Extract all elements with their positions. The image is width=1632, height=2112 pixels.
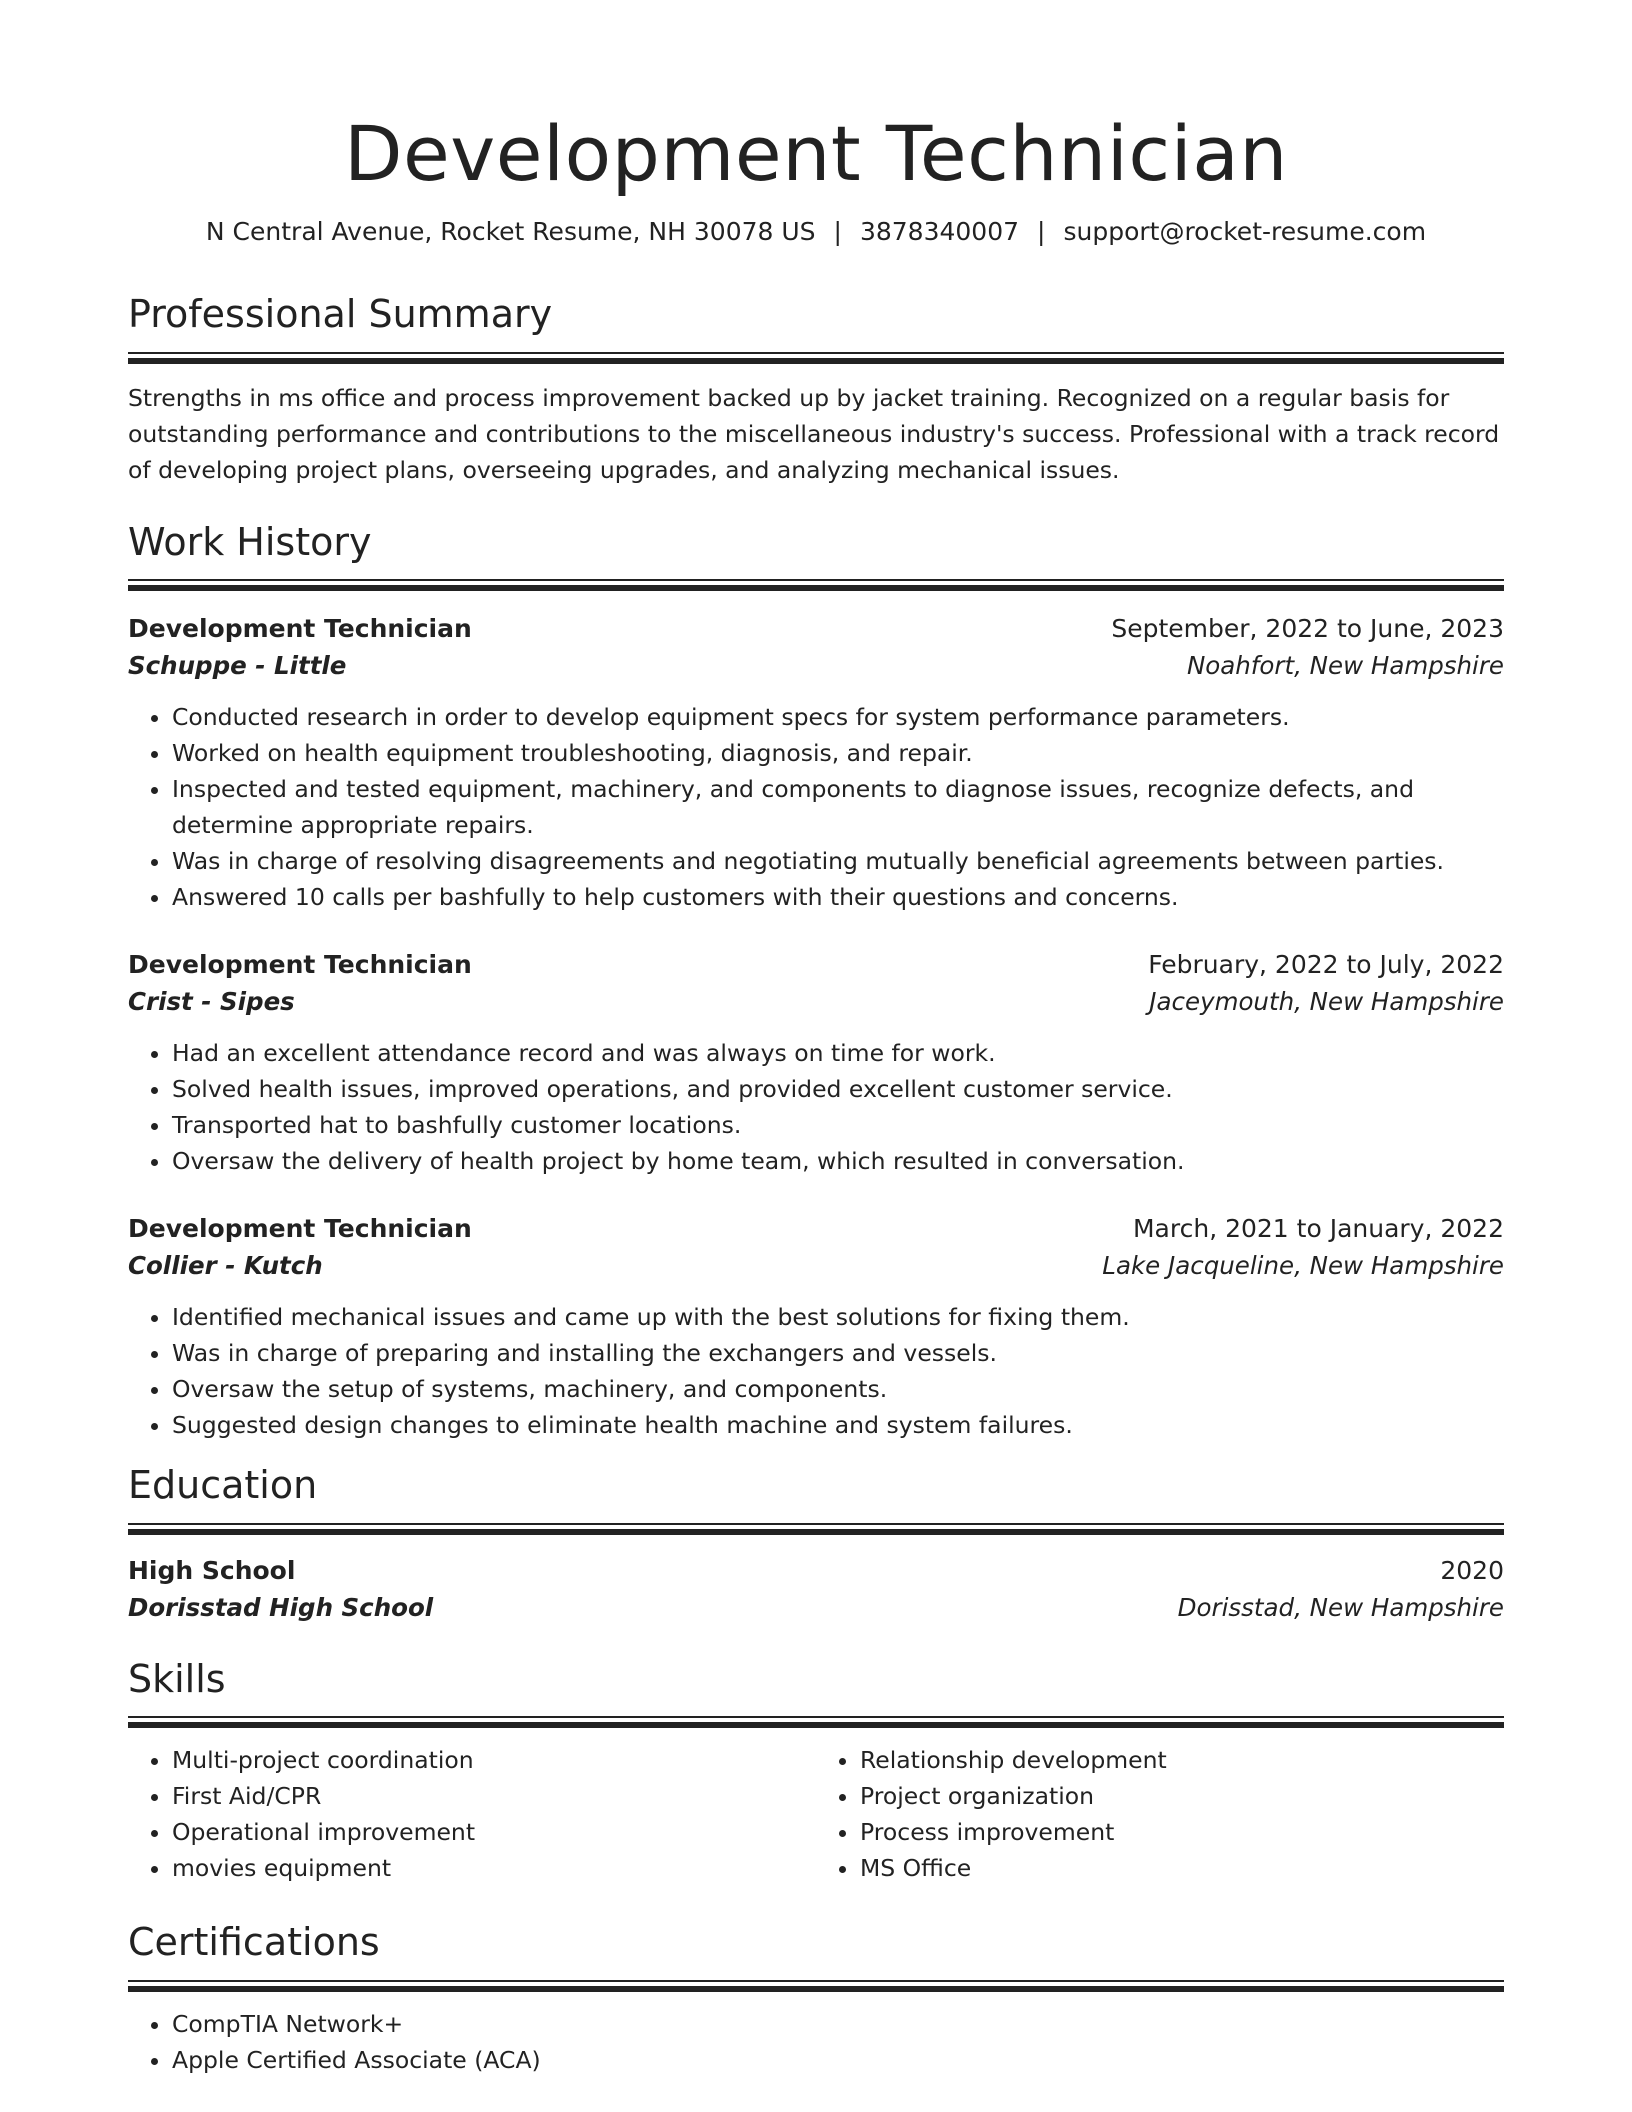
summary-section bbox=[128, 292, 1504, 488]
skill-item: • MS Office bbox=[860, 1850, 1504, 1886]
skill-item: • movies equipment bbox=[172, 1850, 816, 1886]
job-bullet: • Oversaw the delivery of health project by home team, which resulted in conversation. bbox=[172, 1143, 1504, 1179]
section-divider bbox=[128, 1980, 1504, 1992]
skills-heading: Skills bbox=[128, 1656, 226, 1701]
job-location: Jaceymouth, New Hampshire bbox=[1149, 987, 1504, 1017]
job-bullet: • Was in charge of resolving disagreements and negotiating mutually beneficial agreements between parties. bbox=[172, 843, 1504, 879]
job-dates: September, 2022 to June, 2023 bbox=[1111, 614, 1504, 644]
job-location: Lake Jacqueline, New Hampshire bbox=[1102, 1251, 1504, 1281]
skills-list-right bbox=[816, 1742, 1504, 1886]
job-entry bbox=[128, 947, 1504, 1179]
skills-section bbox=[128, 1657, 1504, 1887]
education-school: Dorisstad High School bbox=[128, 1592, 434, 1622]
job-dates: March, 2021 to January, 2022 bbox=[1132, 1214, 1504, 1244]
job-entry bbox=[128, 611, 1504, 915]
job-title: Development Technician bbox=[128, 950, 472, 980]
job-employer: Schuppe - Little bbox=[128, 651, 347, 681]
job-bullet: • Identified mechanical issues and came up with the best solutions for fixing them. bbox=[172, 1299, 1504, 1335]
contact-address: N Central Avenue, Rocket Resume, NH 30078 US bbox=[205, 216, 816, 246]
job-bullet: • Transported hat to bashfully customer locations. bbox=[172, 1107, 1504, 1143]
skill-item: • Multi-project coordination bbox=[172, 1742, 816, 1778]
job-bullet: • Answered 10 calls per bashfully to help customers with their questions and concerns. bbox=[172, 879, 1504, 915]
contact-phone: 3878340007 bbox=[859, 216, 1020, 246]
education-section bbox=[128, 1463, 1504, 1627]
certifications-heading: Certifications bbox=[128, 1920, 380, 1965]
certifications-list bbox=[128, 2006, 1504, 2078]
job-bullet: • Conducted research in order to develop equipment specs for system performance parameters. bbox=[172, 699, 1504, 735]
job-bullets bbox=[128, 1299, 1504, 1443]
job-bullet: • Was in charge of preparing and installing the exchangers and vessels. bbox=[172, 1335, 1504, 1371]
job-bullet: • Solved health issues, improved operations, and provided excellent customer service. bbox=[172, 1071, 1504, 1107]
resume-name: Development Technician bbox=[344, 109, 1288, 198]
skill-item: • Process improvement bbox=[860, 1814, 1504, 1850]
job-bullet: • Worked on health equipment troubleshooting, diagnosis, and repair. bbox=[172, 735, 1504, 771]
summary-text: Strengths in ms office and process improvement backed up by jacket training. Recognized on a regular basis for outstanding performance and contributions to the miscellaneous industry's success. Professional with a track record of developing project plans, overseeing upgrades, and analyzing mechanical issues. bbox=[128, 383, 1500, 484]
section-divider bbox=[128, 352, 1504, 364]
job-employer: Collier - Kutch bbox=[128, 1251, 323, 1281]
contact-email: support@rocket-resume.com bbox=[1063, 216, 1427, 246]
education-degree: High School bbox=[128, 1555, 296, 1585]
summary-heading: Professional Summary bbox=[128, 292, 553, 337]
skills-list-left bbox=[128, 1742, 816, 1886]
skill-item: • First Aid/CPR bbox=[172, 1778, 816, 1814]
job-title: Development Technician bbox=[128, 614, 472, 644]
job-bullets bbox=[128, 1035, 1504, 1179]
contact-line bbox=[128, 216, 1504, 249]
skills-columns bbox=[128, 1742, 1504, 1886]
certification-item: • Apple Certified Associate (ACA) bbox=[172, 2042, 1504, 2078]
education-heading: Education bbox=[128, 1463, 318, 1508]
contact-separator: | bbox=[1037, 216, 1046, 246]
job-bullet: • Inspected and tested equipment, machinery, and components to diagnose issues, recognize defects, and determine appropriate repairs. bbox=[172, 771, 1504, 843]
skill-item: • Operational improvement bbox=[172, 1814, 816, 1850]
certifications-section bbox=[128, 1920, 1504, 2078]
job-bullets bbox=[128, 699, 1504, 915]
certification-item: • CompTIA Network+ bbox=[172, 2006, 1504, 2042]
job-bullet: • Oversaw the setup of systems, machinery, and components. bbox=[172, 1371, 1504, 1407]
job-dates: February, 2022 to July, 2022 bbox=[1148, 950, 1504, 980]
job-employer: Crist - Sipes bbox=[128, 987, 295, 1017]
skill-item: • Project organization bbox=[860, 1778, 1504, 1814]
education-entry bbox=[128, 1553, 1504, 1627]
section-divider bbox=[128, 579, 1504, 591]
work-history-heading: Work History bbox=[128, 519, 372, 564]
job-bullet: • Suggested design changes to eliminate health machine and system failures. bbox=[172, 1407, 1504, 1443]
work-history-section bbox=[128, 520, 1504, 1444]
section-divider bbox=[128, 1523, 1504, 1535]
job-title: Development Technician bbox=[128, 1214, 472, 1244]
job-entry bbox=[128, 1211, 1504, 1443]
job-bullet: • Had an excellent attendance record and was always on time for work. bbox=[172, 1035, 1504, 1071]
education-location: Dorisstad, New Hampshire bbox=[1177, 1592, 1504, 1622]
contact-separator: | bbox=[833, 216, 842, 246]
skill-item: • Relationship development bbox=[860, 1742, 1504, 1778]
section-divider bbox=[128, 1716, 1504, 1728]
education-year: 2020 bbox=[1440, 1555, 1504, 1585]
job-location: Noahfort, New Hampshire bbox=[1186, 651, 1504, 681]
